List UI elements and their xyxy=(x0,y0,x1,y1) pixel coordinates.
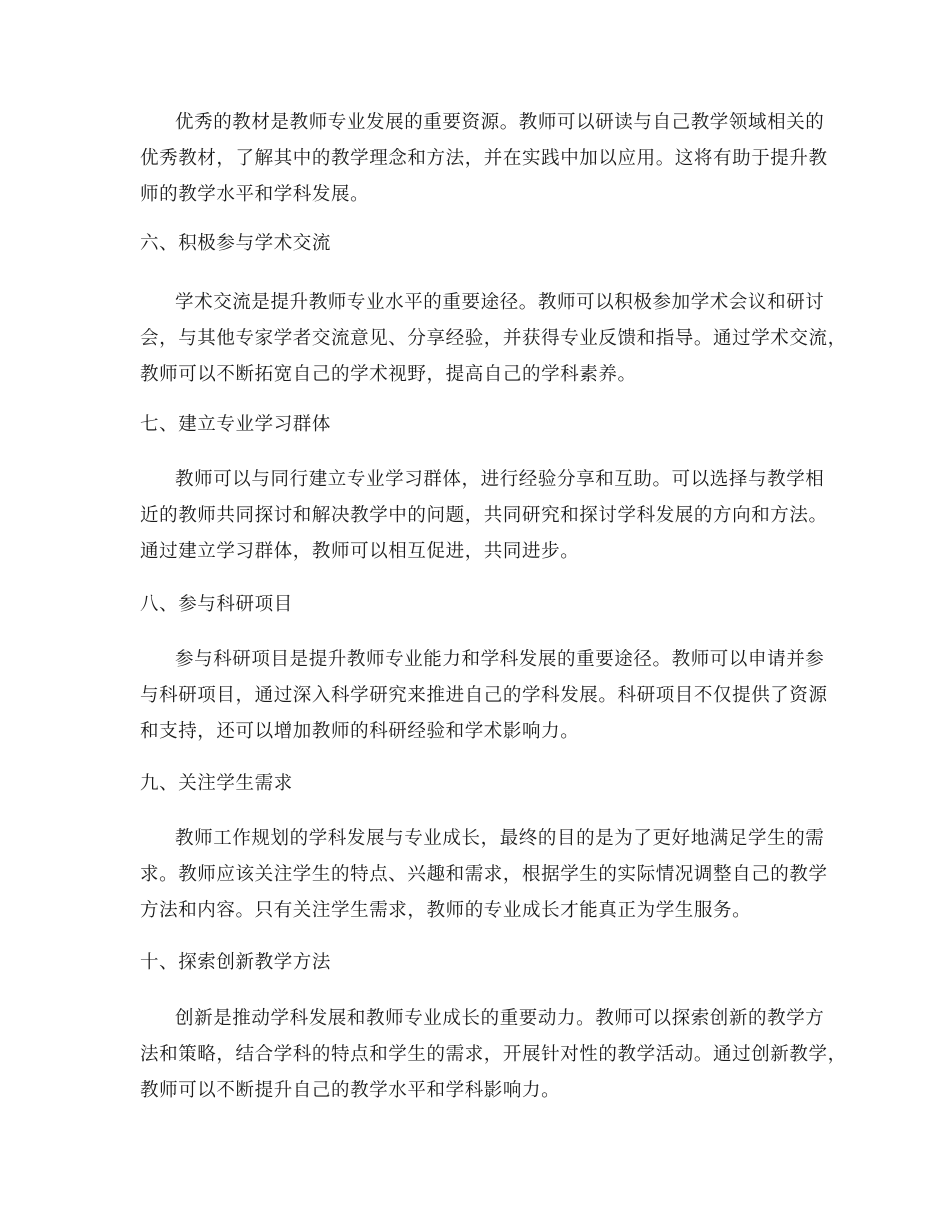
paragraph-line: 教师可以不断拓宽自己的学术视野，提高自己的学科素养。 xyxy=(140,364,637,385)
paragraph-line: 学术交流是提升教师专业水平的重要途径。教师可以积极参加学术会议和研讨 xyxy=(175,292,825,313)
paragraph-line: 法和策略，结合学科的特点和学生的需求，开展针对性的教学活动。通过创新教学， xyxy=(140,1044,847,1065)
paragraph-line: 教师工作规划的学科发展与专业成长，最终的目的是为了更好地满足学生的需 xyxy=(175,828,825,849)
paragraph-textbooks xyxy=(140,105,828,213)
paragraph-line: 和支持，还可以增加教师的科研经验和学术影响力。 xyxy=(140,721,580,742)
paragraph-research-projects xyxy=(140,642,828,750)
section-heading-9: 九、关注学生需求 xyxy=(140,773,293,794)
paragraph-line: 教师可以与同行建立专业学习群体，进行经验分享和互助。可以选择与教学相 xyxy=(175,469,825,490)
section-heading-8: 八、参与科研项目 xyxy=(140,594,293,615)
section-heading-7: 七、建立专业学习群体 xyxy=(140,414,332,435)
paragraph-line: 参与科研项目是提升教师专业能力和学科发展的重要途径。教师可以申请并参 xyxy=(175,649,825,670)
paragraph-line: 方法和内容。只有关注学生需求，教师的专业成长才能真正为学生服务。 xyxy=(140,900,752,921)
paragraph-line: 创新是推动学科发展和教师专业成长的重要动力。教师可以探索创新的教学方 xyxy=(175,1008,825,1029)
paragraph-line: 优秀教材，了解其中的教学理念和方法，并在实践中加以应用。这将有助于提升教 xyxy=(140,148,828,169)
paragraph-student-needs xyxy=(140,821,828,929)
paragraph-line: 教师可以不断提升自己的教学水平和学科影响力。 xyxy=(140,1080,561,1101)
paragraph-academic-exchange xyxy=(140,285,847,393)
paragraph-line: 通过建立学习群体，教师可以相互促进，共同进步。 xyxy=(140,541,580,562)
paragraph-learning-group xyxy=(140,462,828,570)
paragraph-line: 求。教师应该关注学生的特点、兴趣和需求，根据学生的实际情况调整自己的教学 xyxy=(140,864,828,885)
paragraph-innovative-methods xyxy=(140,1001,847,1109)
paragraph-line: 优秀的教材是教师专业发展的重要资源。教师可以研读与自己教学领域相关的 xyxy=(175,112,825,133)
paragraph-line: 与科研项目，通过深入科学研究来推进自己的学科发展。科研项目不仅提供了资源 xyxy=(140,685,828,706)
paragraph-line: 近的教师共同探讨和解决教学中的问题，共同研究和探讨学科发展的方向和方法。 xyxy=(140,505,828,526)
paragraph-line: 会，与其他专家学者交流意见、分享经验，并获得专业反馈和指导。通过学术交流， xyxy=(140,328,847,349)
section-heading-10: 十、探索创新教学方法 xyxy=(140,952,332,973)
section-heading-6: 六、积极参与学术交流 xyxy=(140,233,332,254)
paragraph-line: 师的教学水平和学科发展。 xyxy=(140,184,370,205)
